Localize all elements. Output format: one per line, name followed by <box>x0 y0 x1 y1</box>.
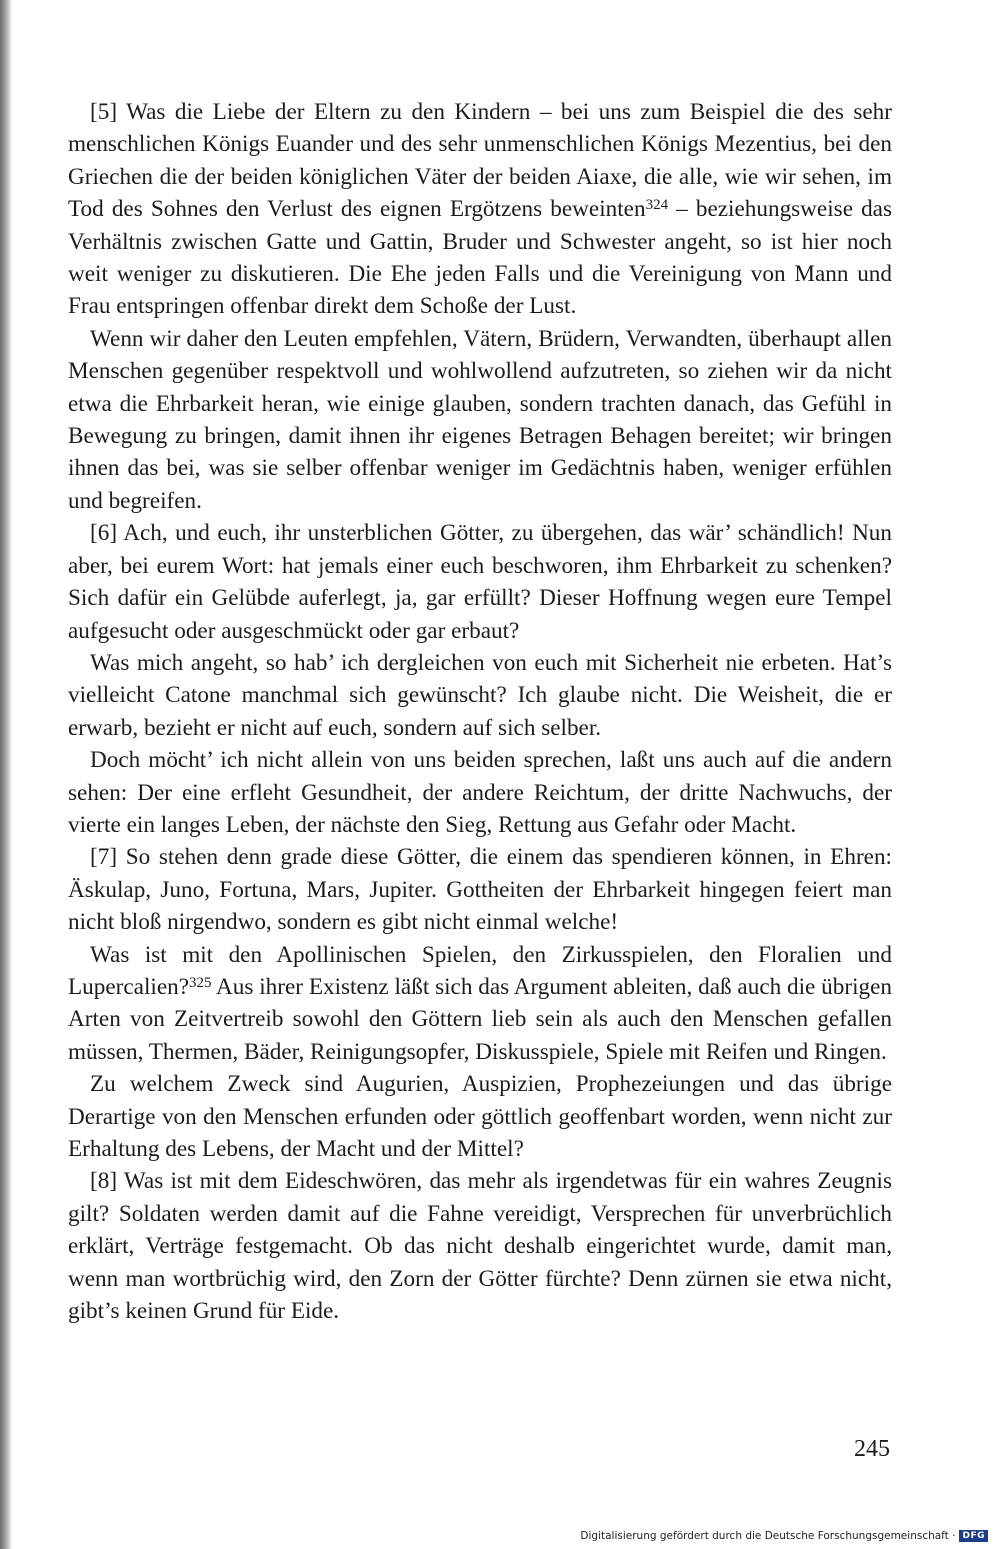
dfg-logo-icon: DFG <box>959 1530 988 1542</box>
footnote-ref-325[interactable]: 325 <box>189 974 212 991</box>
paragraph-6: [6] Ach, und euch, ihr unsterblichen Götter, zu übergehen, das wär’ schändlich! Nun aber, bei eurem Wort: hat jemals einer euch beschworen, ihm Ehrbarkeit zu schenken? Sich dafür ein Gelübde auferlegt, ja, gar erfüllt? Dieser Hoffnung wegen eure Tempel aufgesucht oder ausgeschmückt oder gar erbaut? <box>68 520 892 644</box>
paragraph-5: [5] Was die Liebe der Eltern zu den Kindern – bei uns zum Beispiel die des sehr menschlichen Königs Euander und des sehr unmenschlichen Königs Mezentius, bei den Griechen die der beiden königlichen Väter der beiden Aiaxe, die alle, wie wir sehen, im Tod des Sohnes den Verlust des eignen Ergötzens beweinten$^{324}$ – beziehungsweise das Verhältnis zwischen Gatte und Gattin, Bruder und Schwester angeht, so ist hier noch weit weniger zu diskutieren. Die Ehe jeden Falls und die Vereinigung von Mann und Frau entspringen offenbar direkt dem Schoße der Lust. <box>68 99 892 320</box>
digitization-footer <box>580 1530 988 1542</box>
paragraph-7: [7] So stehen denn grade diese Götter, die einem das spendieren können, in Ehren: Äskulap, Juno, Fortuna, Mars, Jupiter. Gottheiten der Ehrbarkeit hingegen feiert man nicht bloß nirgendwo, sondern es gibt nicht einmal welche! <box>68 844 892 936</box>
page-number: 245 <box>854 1436 890 1462</box>
footer-text: Digitalisierung gefördert durch die Deutsche Forschungsgemeinschaft · <box>580 1530 956 1542</box>
scan-edge-shadow <box>0 0 12 1549</box>
paragraph: Zu welchem Zweck sind Augurien, Auspizien, Prophezeiungen und das übrige Derartige von den Menschen erfunden oder göttlich geoffenbart worden, wenn nicht zur Erhaltung des Lebens, der Macht und der Mittel? <box>68 1071 892 1162</box>
paragraph: Doch möcht’ ich nicht allein von uns beiden sprechen, laßt uns auch auf die andern sehen: Der eine erfleht Gesundheit, der andere Reichtum, der dritte Nachwuchs, der vierte ein langes Leben, der nächste den Sieg, Rettung aus Gefahr oder Macht. <box>68 747 892 838</box>
footnote-ref-324[interactable]: 324 <box>645 197 669 214</box>
paragraph: Was mich angeht, so hab’ ich dergleichen von euch mit Sicherheit nie erbeten. Hat’s vielleicht Catone manchmal sich gewünscht? Ich glaube nicht. Die Weisheit, die er erwarb, bezieht er nicht auf euch, sondern auf sich selber. <box>68 649 892 741</box>
paragraph: Was ist mit den Apollinischen Spielen, den Zirkusspielen, den Floralien und Lupercalien?$^{325}$ Aus ihrer Existenz läßt sich das Argument ableiten, daß auch die übrigen Arten von Zeitvertreib sowohl den Göttern lieb sein als auch den Menschen gefallen müssen, Thermen, Bäder, Reinigungsopfer, Diskusspiele, Spiele mit Reifen und Ringen. <box>68 941 892 1065</box>
page-body <box>68 96 892 1327</box>
paragraph-8: [8] Was ist mit dem Eideschwören, das mehr als irgendetwas für ein wahres Zeugnis gilt? Soldaten werden damit auf die Fahne vereidigt, Versprechen für unverbrüchlich erklärt, Verträge festgemacht. Ob das nicht deshalb eingerichtet wurde, damit man, wenn man wortbrüchig wird, den Zorn der Götter fürchte? Denn zürnen sie etwa nicht, gibt’s keinen Grund für Eide. <box>68 1168 892 1325</box>
paragraph: Wenn wir daher den Leuten empfehlen, Vätern, Brüdern, Verwandten, überhaupt allen Menschen gegenüber respektvoll und wohlwollend aufzutreten, so ziehen wir da nicht etwa die Ehrbarkeit heran, wie einige glauben, sondern trachten danach, das Gefühl in Bewegung zu bringen, damit ihnen ihr eigenes Betragen Behagen bereitet; wir bringen ihnen das bei, was sie selber offenbar weniger im Gedächtnis haben, weniger erfühlen und begreifen. <box>68 325 892 514</box>
